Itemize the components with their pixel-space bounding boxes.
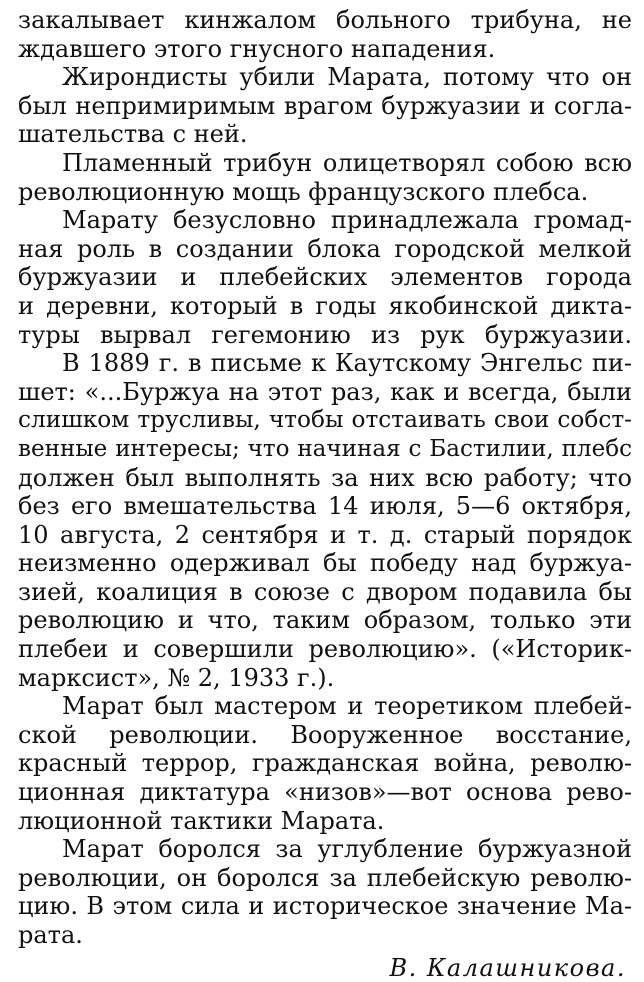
text-line: Жирондисты убили Марата, потому что он [62, 63, 632, 92]
text-line: Пламенный трибун олицетворял собою всю [62, 148, 632, 177]
text-line: рата. [18, 921, 83, 949]
paragraph [18, 6, 632, 63]
paragraph [18, 206, 632, 349]
text-line: цию. В этом сила и историческое значение Ма- [18, 892, 632, 921]
text-line: без его вмешательства 14 июля, 5—6 октября, [18, 492, 632, 521]
text-line: революционную мощь французского плебса. [18, 177, 589, 206]
text-line: люционной тактики Марата. [18, 806, 385, 835]
text-line: В 1889 г. в письме к Каутскому Энгельс пи- [62, 349, 632, 378]
text-line: закалывает кинжалом больного трибуна, не [18, 6, 632, 34]
paragraph [18, 63, 632, 149]
text-line: плебеи и совершили революцию». («Историк- [18, 635, 632, 664]
text-line: зией, коалиция в союзе с двором подавила бы [18, 577, 632, 606]
text-line: марксист», № 2, 1933 г.). [18, 663, 335, 692]
text-line: венные интересы; что начиная с Бастилии, плебс [18, 435, 632, 462]
text-line: неизменно одерживал бы победу над буржуа- [18, 549, 632, 578]
text-line: красный террор, гражданская война, револю- [18, 749, 632, 778]
text-line: Марат был мастером и теоретиком плебей- [62, 692, 632, 721]
paragraph [18, 349, 632, 692]
text-line: должен был выполнять за них всю работу; что [18, 463, 632, 492]
paragraph [18, 835, 632, 949]
text-line: ционная диктатура «низов»—вот основа рево- [18, 778, 632, 807]
text-line: революции, он боролся за плебейскую револю- [18, 863, 632, 892]
text-line: революцию и что, таким образом, только эти [18, 606, 632, 635]
text-line: Марат боролся за углубление буржуазной [62, 835, 632, 864]
text-line: ждавшего этого гнусного нападения. [18, 34, 496, 63]
text-line: и деревни, который в годы якобинской дикта- [18, 291, 632, 320]
text-line: слишком трусливы, чтобы отстаивать свои собст- [18, 406, 632, 434]
paragraph [18, 149, 632, 206]
text-line: туры вырвал гегемонию из рук буржуазии. [18, 320, 632, 349]
text-line: шательства с ней. [18, 120, 248, 149]
text-line: шет: «...Буржуа на этот раз, как и всегда, были [18, 377, 632, 406]
text-line: буржуазии и плебейских элементов города [18, 263, 632, 292]
text-line: 10 августа, 2 сентября и т. д. старый порядок [18, 520, 632, 549]
text-line: ской революции. Вооруженное восстание, [18, 720, 632, 749]
text-line: ная роль в создании блока городской мелкой [18, 234, 632, 263]
author-signature: В. Калашникова. [389, 953, 626, 982]
text-line: Марату безусловно принадлежала громад- [62, 206, 632, 235]
paragraph [18, 692, 632, 835]
text-line: был непримиримым врагом буржуазии и согла- [18, 91, 632, 120]
